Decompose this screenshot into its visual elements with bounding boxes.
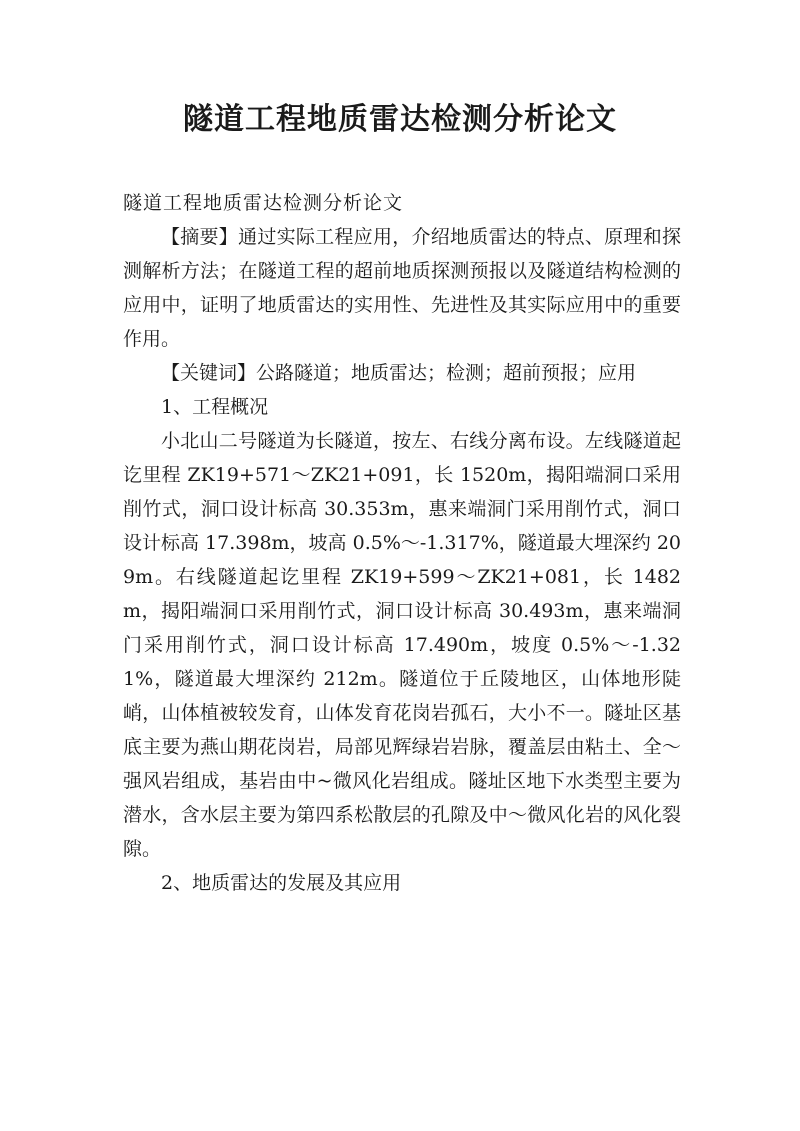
section-1-body: 小北山二号隧道为长隧道，按左、右线分离布设。左线隧道起讫里程 ZK19+571～ZK21+091，长 1520m，揭阳端洞口采用削竹式，洞口设计标高 30.353m，惠来端洞门采用削竹式，洞口设计标高 17.398m，坡高 0.5%～-1.317%，隧道最大埋深约 209m。右线隧道起讫里程 ZK19+599～ZK21+081，长 1482m，揭阳端洞口采用削竹式，洞口设计标高 30.493m，惠来端洞门采用削竹式，洞口设计标高 17.490m，坡度 0.5%～-1.321%，隧道最大埋深约 212m。隧道位于丘陵地区，山体地形陡峭，山体植被较发育，山体发育花岗岩孤石，大小不一。隧址区基底主要为燕山期花岗岩，局部见辉绿岩岩脉，覆盖层由粘土、全～强风岩组成，基岩由中~微风化岩组成。隧址区地下水类型主要为潜水，含水层主要为第四系松散层的孔隙及中～微风化岩的风化裂隙。 bbox=[123, 430, 681, 860]
abstract-paragraph: 【摘要】通过实际工程应用，介绍地质雷达的特点、原理和探测解析方法；在隧道工程的超前地质探测预报以及隧道结构检测的应用中，证明了地质雷达的实用性、先进性及其实际应用中的重要作用。 bbox=[123, 226, 681, 350]
document-title: 隧道工程地质雷达检测分析论文 bbox=[183, 102, 617, 137]
document-subtitle: 隧道工程地质雷达检测分析论文 bbox=[123, 192, 404, 214]
keywords-paragraph: 【关键词】公路隧道；地质雷达；检测；超前预报；应用 bbox=[161, 362, 637, 384]
document-body bbox=[123, 186, 681, 900]
section-2-heading: 2、地质雷达的发展及其应用 bbox=[161, 872, 402, 894]
section-1-heading: 1、工程概况 bbox=[161, 396, 269, 418]
